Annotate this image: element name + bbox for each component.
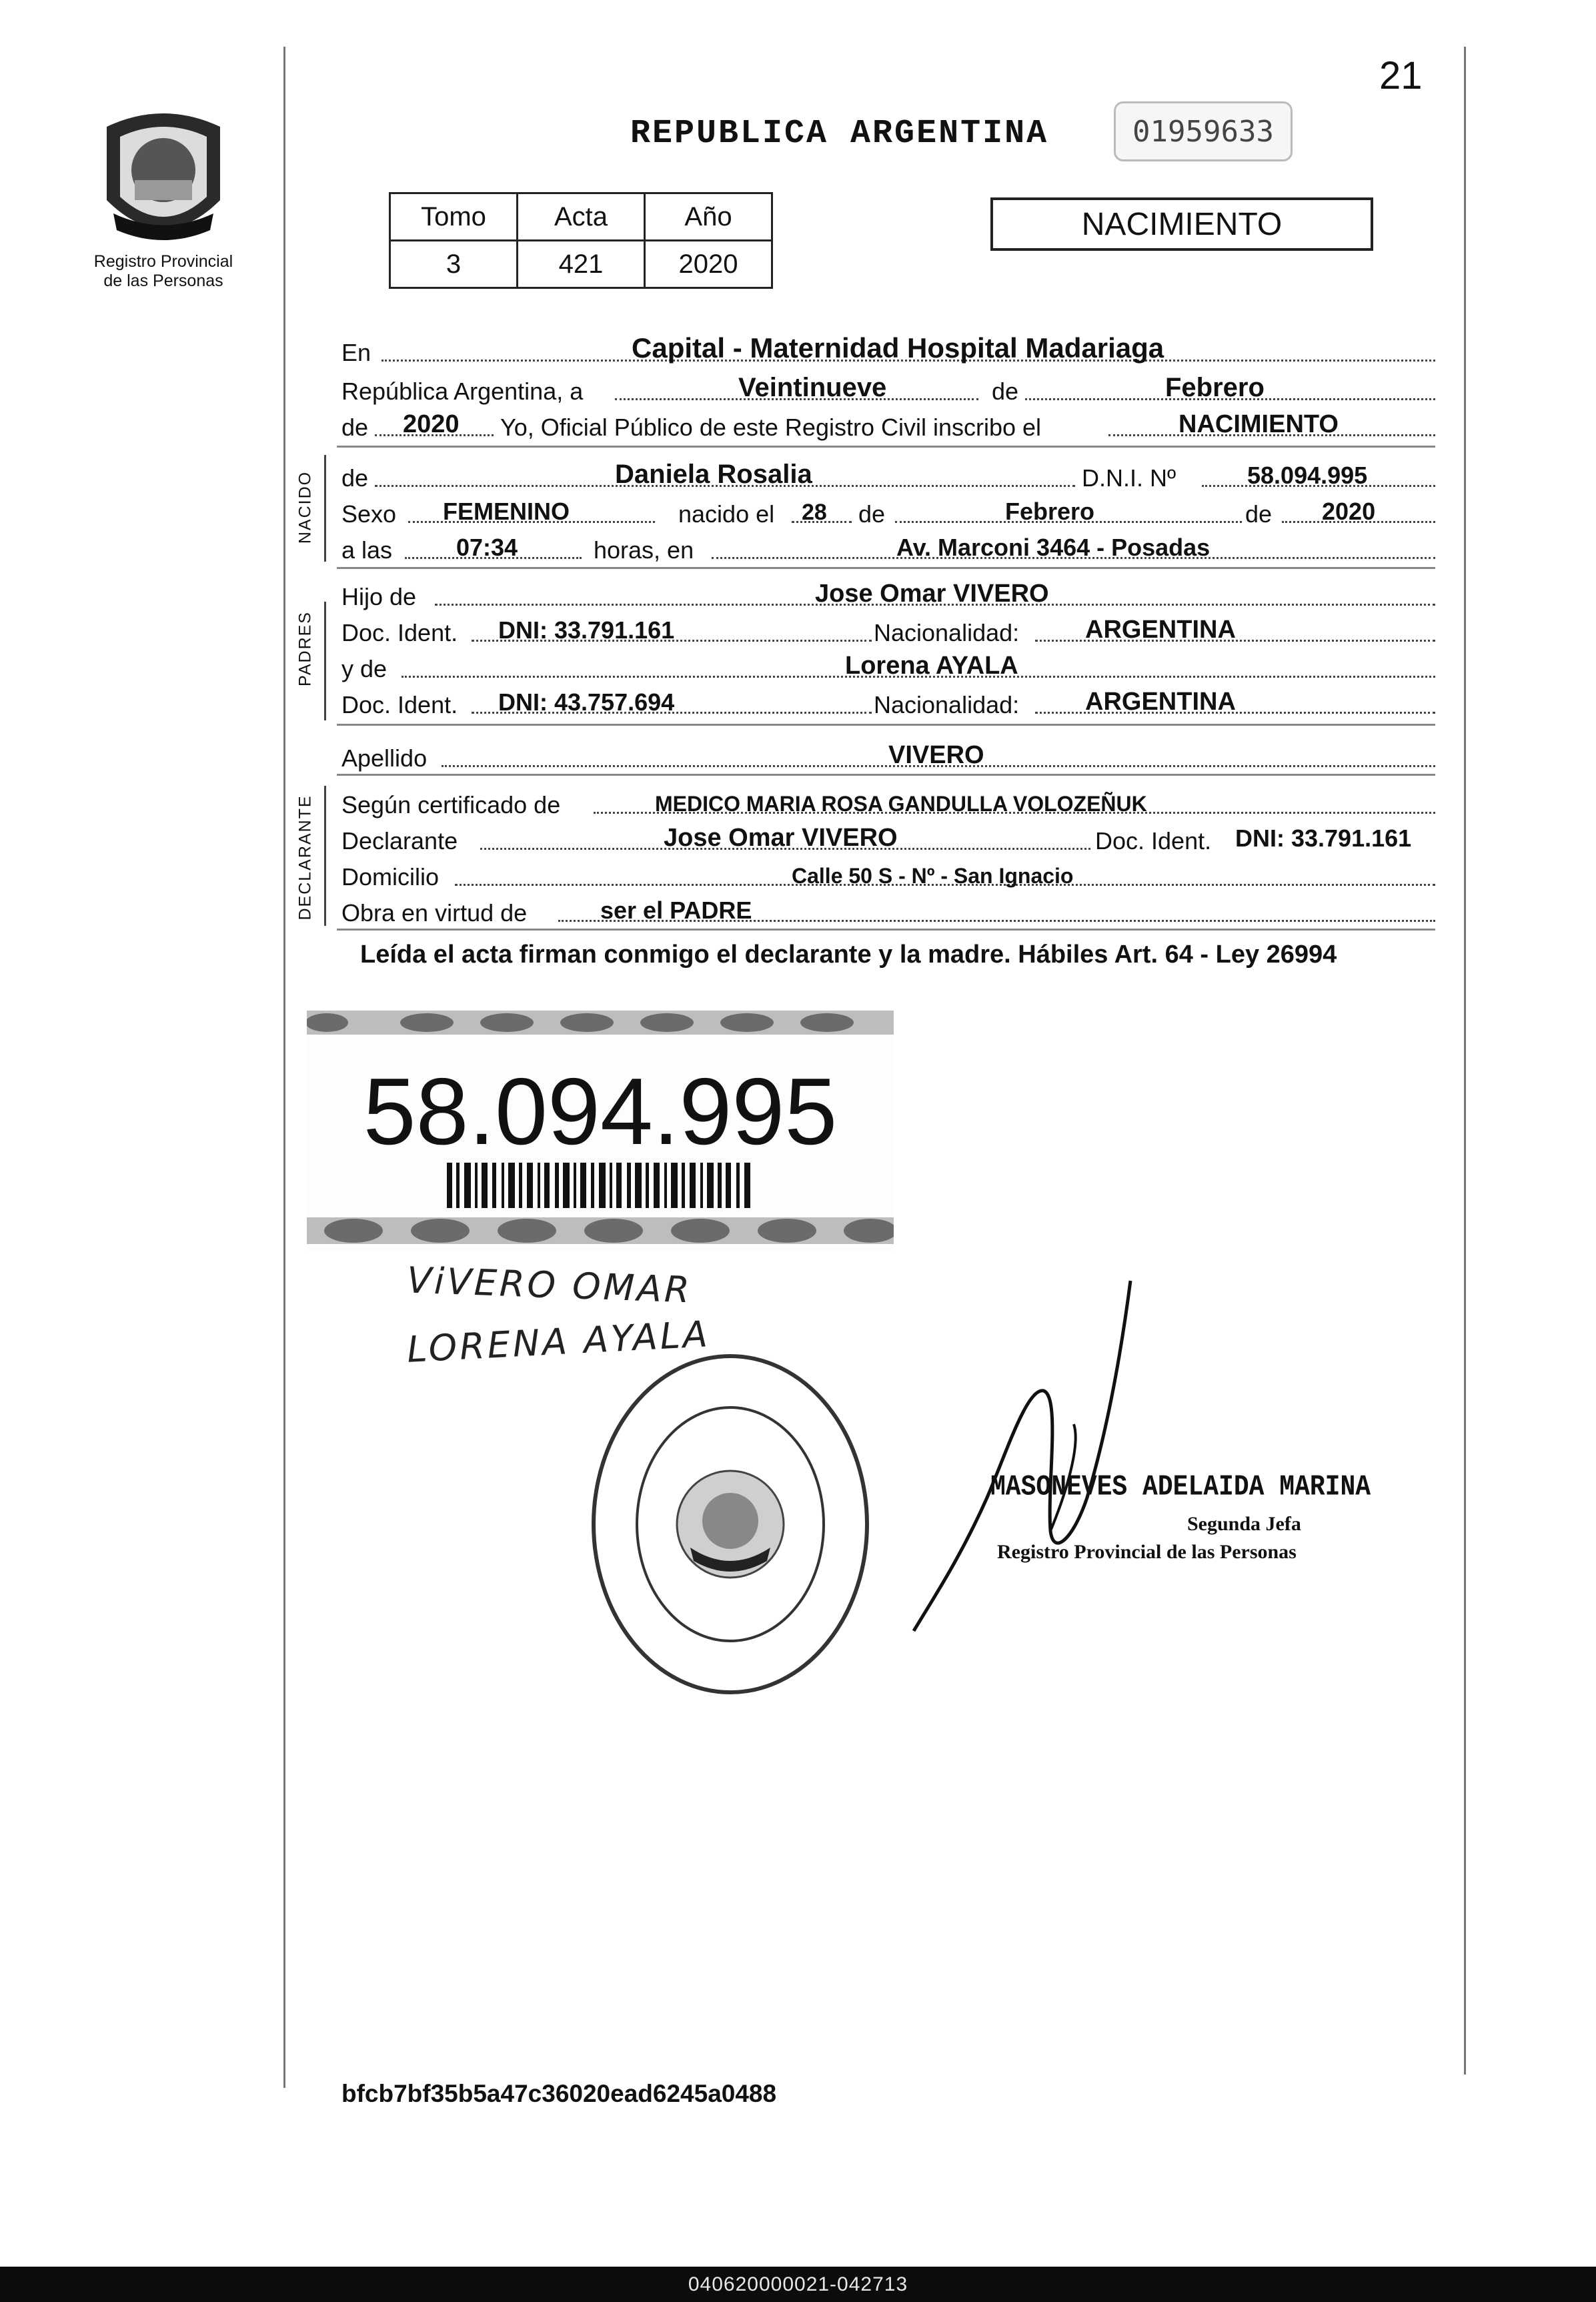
registry-table <box>389 192 773 289</box>
horas-label: horas, en <box>594 536 694 564</box>
handwritten-signature <box>907 1277 1147 1638</box>
day-value: Veintinueve <box>738 373 887 402</box>
registry-stamp-icon <box>584 1347 877 1701</box>
de-month-label: de <box>858 500 886 528</box>
hour-value: 07:34 <box>456 534 518 561</box>
row-fecha <box>341 372 1435 408</box>
father-value: Jose Omar VIVERO <box>815 580 1049 608</box>
month-value: Febrero <box>1165 373 1265 402</box>
right-margin-line <box>1464 47 1466 2075</box>
apellido-value: VIVERO <box>888 741 984 769</box>
de-year-label: de <box>341 414 369 441</box>
row-en <box>341 334 1435 370</box>
separator-line <box>337 446 1435 448</box>
official-stamp <box>584 1347 877 1701</box>
acta-value: 421 <box>518 241 645 288</box>
sexo-label: Sexo <box>341 500 397 528</box>
left-margin-line <box>283 47 285 2088</box>
year-value: 2020 <box>403 410 460 438</box>
row-nombre <box>341 459 1435 495</box>
row-padre-doc <box>341 614 1435 650</box>
nacido-section-label: NACIDO <box>295 470 315 544</box>
birth-year: 2020 <box>1322 498 1376 525</box>
en-label: En <box>341 339 371 366</box>
signer-office: Registro Provincial de las Personas <box>997 1541 1297 1563</box>
birth-day: 28 <box>802 500 827 525</box>
domicilio-value: Calle 50 S - Nº - San Ignacio <box>792 864 1074 888</box>
row-inscribo <box>341 408 1435 444</box>
ano-value: 2020 <box>645 241 772 288</box>
row-apellido <box>341 739 1435 775</box>
mother-doc: DNI: 43.757.694 <box>498 688 675 716</box>
row-segun <box>341 786 1435 822</box>
father-nac-label: Nacionalidad: <box>874 619 1020 646</box>
logo-caption-line1: Registro Provincial <box>93 252 233 271</box>
row-padre <box>341 578 1435 614</box>
page-number: 21 <box>1379 54 1423 97</box>
row-madre <box>341 650 1435 686</box>
logo-caption-line2: de las Personas <box>103 271 223 290</box>
de-nombre-label: de <box>341 464 369 492</box>
segun-value: MEDICO MARIA ROSA GANDULLA VOLOZEÑUK <box>655 792 1147 816</box>
place-value: Av. Marconi 3464 - Posadas <box>896 534 1211 561</box>
province-logo <box>93 100 233 253</box>
yo-text: Yo, Oficial Público de este Registro Civil inscribo el <box>500 414 1042 441</box>
declarante-rule <box>324 786 326 926</box>
tomo-value: 3 <box>390 241 518 288</box>
a-las-label: a las <box>341 536 393 564</box>
apellido-label: Apellido <box>341 744 428 772</box>
document-title: REPUBLICA ARGENTINA <box>630 115 1049 153</box>
mother-nat: ARGENTINA <box>1085 688 1236 716</box>
logo-caption <box>73 252 253 291</box>
mother-nac-label: Nacionalidad: <box>874 691 1020 718</box>
yde-label: y de <box>341 655 387 682</box>
serial-number-stamp: 01959633 <box>1114 101 1293 161</box>
de-birthyear-label: de <box>1245 500 1273 528</box>
en-value: Capital - Maternidad Hospital Madariaga <box>632 332 1164 364</box>
declarante-section-label: DECLARANTE <box>295 794 315 921</box>
closing-note: Leída el acta firman conmigo el declarante y la madre. Hábiles Art. 64 - Ley 26994 <box>360 941 1337 969</box>
separator-line <box>337 929 1435 931</box>
declarante-label: Declarante <box>341 827 458 854</box>
nombre-value: Daniela Rosalia <box>615 460 812 489</box>
padres-rule <box>324 602 326 720</box>
signer-role: Segunda Jefa <box>1187 1513 1301 1535</box>
dni-value: 58.094.995 <box>1247 462 1368 489</box>
row-madre-doc <box>341 686 1435 722</box>
tomo-header: Tomo <box>390 193 518 241</box>
father-nat: ARGENTINA <box>1085 616 1236 644</box>
row-sexo <box>341 495 1435 531</box>
nacido-label: nacido el <box>678 500 775 528</box>
obra-value: ser el PADRE <box>600 897 752 924</box>
obra-label: Obra en virtud de <box>341 899 528 927</box>
domicilio-label: Domicilio <box>341 863 440 891</box>
ano-header: Año <box>645 193 772 241</box>
footer-code: 040620000021-042713 <box>688 2273 908 2295</box>
row-domicilio <box>341 858 1435 894</box>
mother-doc-label: Doc. Ident. <box>341 691 458 718</box>
declarante-doc: DNI: 33.791.161 <box>1235 824 1412 852</box>
signature-stroke-icon <box>907 1277 1147 1638</box>
dni-label: D.N.I. Nº <box>1082 464 1176 492</box>
sexo-value: FEMENINO <box>443 498 570 525</box>
separator-line <box>337 774 1435 776</box>
row-hora <box>341 531 1435 567</box>
separator-line <box>337 567 1435 569</box>
father-doc: DNI: 33.791.161 <box>498 616 675 644</box>
mother-value: Lorena AYALA <box>845 652 1018 680</box>
dni-sticker <box>307 1011 894 1251</box>
handwritten-line2: LORENA AYALA <box>406 1313 712 1371</box>
acta-header: Acta <box>518 193 645 241</box>
father-doc-label: Doc. Ident. <box>341 619 458 646</box>
republica-label: República Argentina, a <box>341 378 584 405</box>
declarante-doc-label: Doc. Ident. <box>1095 827 1212 854</box>
de-label: de <box>992 378 1019 405</box>
sticker-dni-number: 58.094.995 <box>363 1059 838 1165</box>
declarante-value: Jose Omar VIVERO <box>664 824 898 852</box>
registry-table-values <box>390 241 772 288</box>
signer-name: MASONEVES ADELAIDA MARINA <box>990 1470 1371 1504</box>
handwritten-line1: ViVERO OMAR <box>406 1259 693 1311</box>
row-declarante <box>341 822 1435 858</box>
misiones-shield-icon <box>93 100 233 253</box>
hijo-label: Hijo de <box>341 583 417 610</box>
segun-label: Según certificado de <box>341 791 561 818</box>
footer-code-bar <box>0 2267 1596 2302</box>
nacido-rule <box>324 455 326 562</box>
document-hash: bfcb7bf35b5a47c36020ead6245a0488 <box>341 2080 777 2107</box>
birth-month: Febrero <box>1005 498 1095 525</box>
separator-line <box>337 724 1435 726</box>
inscribo-value: NACIMIENTO <box>1178 410 1339 438</box>
row-obra <box>341 894 1435 930</box>
record-type-box: NACIMIENTO <box>990 197 1373 251</box>
padres-section-label: PADRES <box>295 611 315 686</box>
registry-table-header <box>390 193 772 241</box>
